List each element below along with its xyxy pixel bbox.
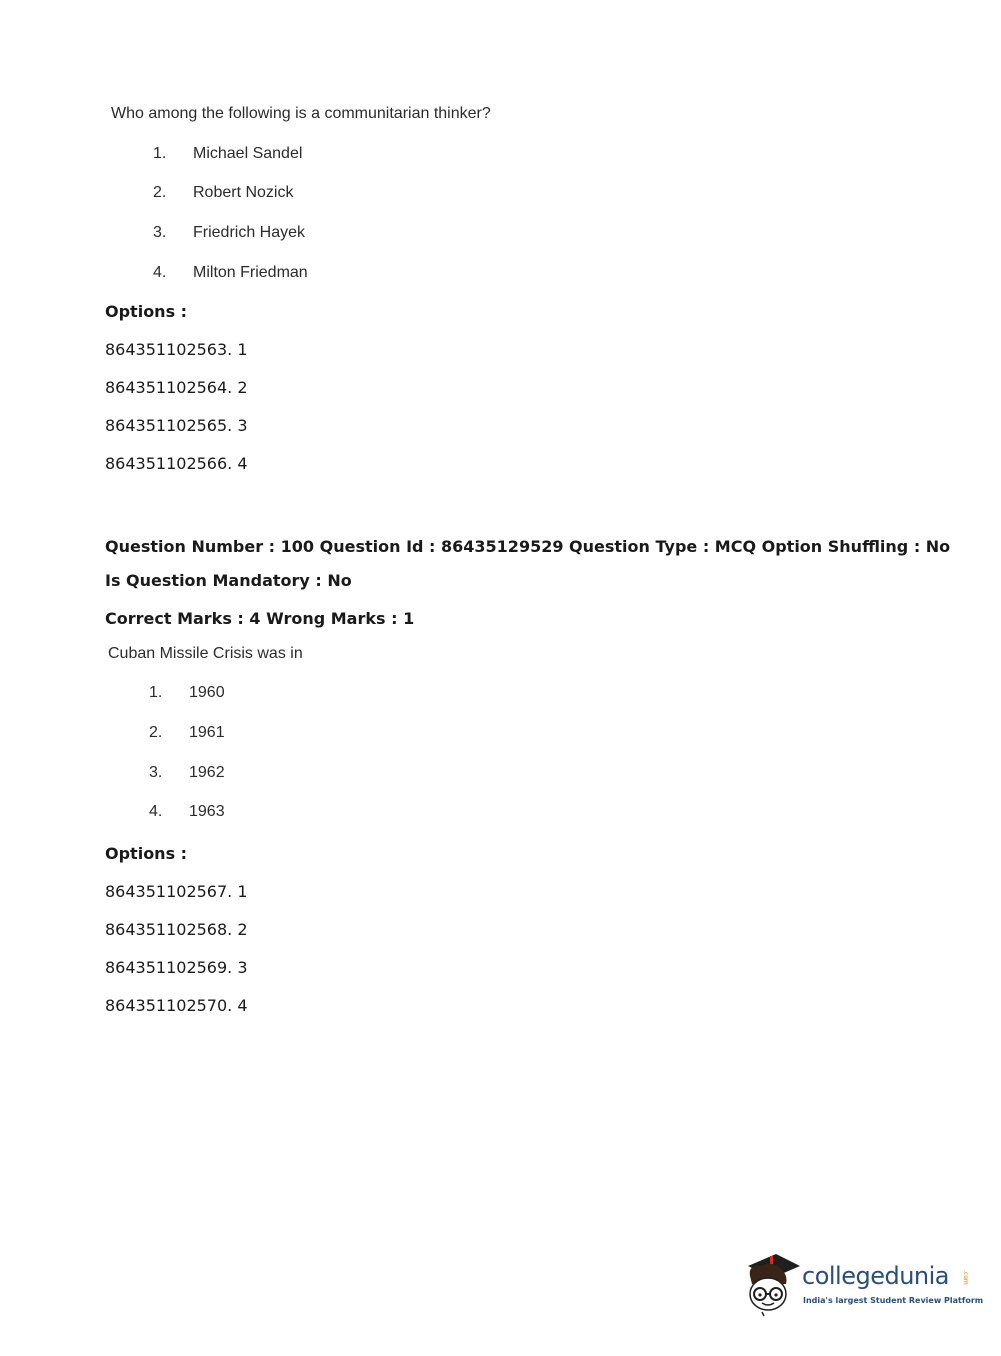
q99-choice-2 bbox=[153, 184, 293, 202]
choice-text: 1962 bbox=[189, 764, 225, 781]
q99-choice-3 bbox=[153, 224, 305, 242]
q100-option-2: 864351102568. 2 bbox=[105, 920, 248, 939]
q99-option-4: 864351102566. 4 bbox=[105, 454, 248, 473]
q99-options-label: Options : bbox=[105, 302, 188, 321]
collegedunia-logo bbox=[742, 1250, 984, 1320]
choice-number: 4. bbox=[153, 264, 167, 281]
choice-text: 1963 bbox=[189, 803, 225, 820]
choice-number: 1. bbox=[149, 684, 163, 701]
choice-number: 1. bbox=[153, 145, 167, 162]
q99-choice-1 bbox=[153, 145, 302, 163]
mascot-icon bbox=[742, 1250, 802, 1320]
logo-tagline: India's largest Student Review Platform bbox=[803, 1296, 984, 1305]
choice-text: 1960 bbox=[189, 684, 225, 701]
q100-option-1: 864351102567. 1 bbox=[105, 882, 248, 901]
q99-option-3: 864351102565. 3 bbox=[105, 416, 248, 435]
choice-number: 2. bbox=[149, 724, 163, 741]
choice-text: Robert Nozick bbox=[193, 184, 294, 201]
q100-choice-1 bbox=[149, 684, 225, 702]
choice-text: Michael Sandel bbox=[193, 145, 303, 162]
q100-options-label: Options : bbox=[105, 844, 188, 863]
q99-option-1: 864351102563. 1 bbox=[105, 340, 248, 359]
choice-text: Friedrich Hayek bbox=[193, 224, 306, 241]
choice-text: Milton Friedman bbox=[193, 264, 308, 281]
choice-number: 3. bbox=[153, 224, 167, 241]
logo-suffix: .com bbox=[962, 1270, 969, 1285]
choice-number: 2. bbox=[153, 184, 167, 201]
q100-header-line1: Question Number : 100 Question Id : 86435129529 Question Type : MCQ Option Shuffling : No bbox=[105, 537, 951, 556]
logo-wordmark: collegedunia bbox=[802, 1262, 950, 1290]
q100-option-3: 864351102569. 3 bbox=[105, 958, 248, 977]
question-100-text: Cuban Missile Crisis was in bbox=[108, 645, 303, 662]
choice-number: 4. bbox=[149, 803, 163, 820]
q100-marks: Correct Marks : 4 Wrong Marks : 1 bbox=[105, 609, 415, 628]
q100-choice-2 bbox=[149, 724, 225, 742]
q100-choice-4 bbox=[149, 803, 225, 821]
q100-option-4: 864351102570. 4 bbox=[105, 996, 248, 1015]
choice-text: 1961 bbox=[189, 724, 225, 741]
q99-option-2: 864351102564. 2 bbox=[105, 378, 248, 397]
question-99-text: Who among the following is a communitarian thinker? bbox=[111, 105, 491, 122]
q99-choice-4 bbox=[153, 264, 308, 282]
q100-choice-3 bbox=[149, 764, 225, 782]
choice-number: 3. bbox=[149, 764, 163, 781]
q100-header-line2: Is Question Mandatory : No bbox=[105, 571, 352, 590]
